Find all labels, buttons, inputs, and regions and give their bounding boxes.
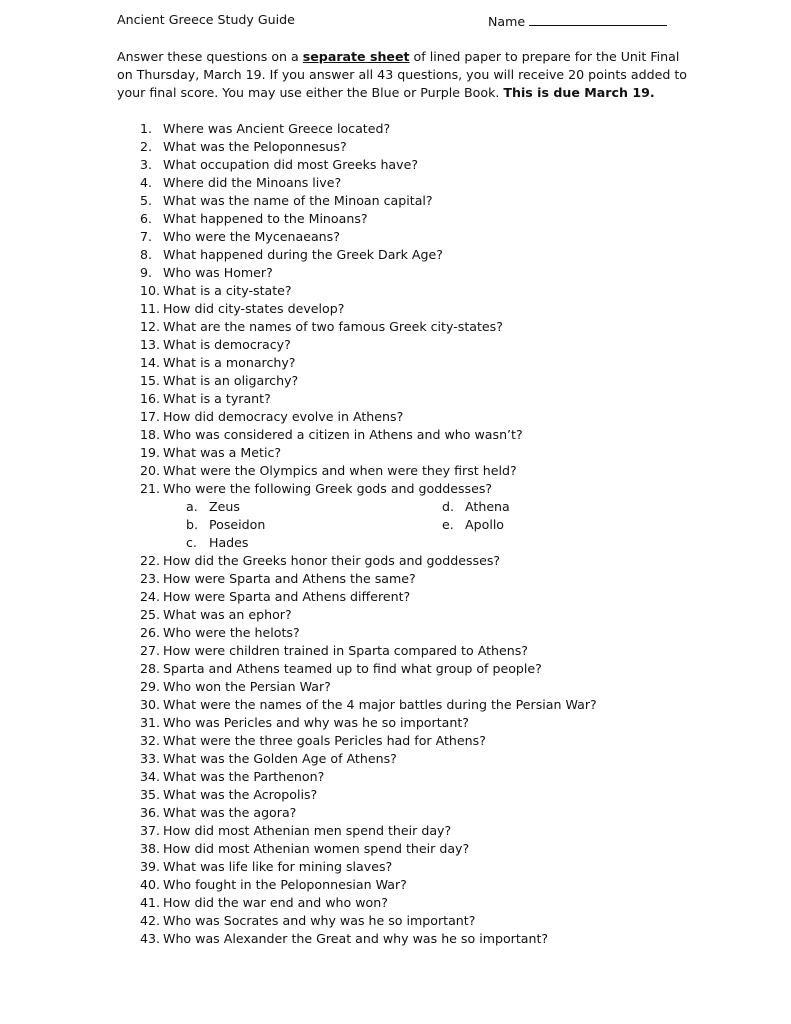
question-text: What happened during the Greek Dark Age? <box>163 247 443 262</box>
question-number: 38. <box>140 841 161 856</box>
question-item <box>140 732 660 750</box>
question-number: 17. <box>140 409 161 424</box>
question-item <box>140 804 660 822</box>
question-item <box>140 318 660 336</box>
question-number: 2. <box>140 139 153 154</box>
question-number: 14. <box>140 355 161 370</box>
question-item <box>140 192 660 210</box>
question-item <box>140 120 660 138</box>
question-number: 20. <box>140 463 161 478</box>
question-text: What is a tyrant? <box>163 391 271 406</box>
question-item <box>140 174 660 192</box>
question-item <box>140 156 660 174</box>
question-item <box>140 696 660 714</box>
question-number: 12. <box>140 319 161 334</box>
header <box>117 12 671 32</box>
question-text: What were the names of the 4 major battles during the Persian War? <box>163 697 597 712</box>
question-item <box>140 462 660 480</box>
question-number: 36. <box>140 805 161 820</box>
question-item <box>140 606 660 624</box>
question-number: 5. <box>140 193 153 208</box>
question-text: What is a monarchy? <box>163 355 296 370</box>
god-letter: a. <box>186 499 198 514</box>
god-item <box>442 516 504 534</box>
god-letter: b. <box>186 517 198 532</box>
question-number: 3. <box>140 157 153 172</box>
question-item <box>140 714 660 732</box>
question-item <box>140 228 660 246</box>
question-number: 30. <box>140 697 161 712</box>
instructions <box>117 48 687 103</box>
god-item <box>186 516 265 534</box>
question-number: 13. <box>140 337 161 352</box>
question-number: 41. <box>140 895 161 910</box>
sub-list-row <box>140 498 660 516</box>
god-item <box>442 498 510 516</box>
question-number: 31. <box>140 715 161 730</box>
question-item <box>140 642 660 660</box>
question-item <box>140 282 660 300</box>
document-title: Ancient Greece Study Guide <box>117 12 295 27</box>
question-item <box>140 300 660 318</box>
question-text: What was a Metic? <box>163 445 282 460</box>
question-item <box>140 336 660 354</box>
question-text: Who was Pericles and why was he so important? <box>163 715 469 730</box>
question-text: Who was Homer? <box>163 265 273 280</box>
question-item <box>140 750 660 768</box>
question-text: Sparta and Athens teamed up to find what group of people? <box>163 661 542 676</box>
question-text: What is democracy? <box>163 337 291 352</box>
question-text: How were Sparta and Athens different? <box>163 589 411 604</box>
god-item <box>186 498 240 516</box>
question-text: What was life like for mining slaves? <box>163 859 393 874</box>
question-text: What was the name of the Minoan capital? <box>163 193 433 208</box>
question-text: How did most Athenian men spend their day? <box>163 823 452 838</box>
question-number: 18. <box>140 427 161 442</box>
question-text: What happened to the Minoans? <box>163 211 368 226</box>
instructions-emphasis: separate sheet <box>302 49 410 64</box>
question-number: 34. <box>140 769 161 784</box>
question-item <box>140 588 660 606</box>
sub-list-row <box>140 534 660 552</box>
sub-list-row <box>140 516 660 534</box>
question-text: Who was Socrates and why was he so important? <box>163 913 476 928</box>
question-number: 22. <box>140 553 161 568</box>
question-item <box>140 876 660 894</box>
question-text: How were Sparta and Athens the same? <box>163 571 416 586</box>
question-number: 29. <box>140 679 161 694</box>
question-text: How did most Athenian women spend their day? <box>163 841 470 856</box>
god-letter: d. <box>442 499 454 514</box>
question-text: What was an ephor? <box>163 607 292 622</box>
question-item <box>140 930 660 948</box>
question-item <box>140 840 660 858</box>
question-item <box>140 570 660 588</box>
question-text: What were the three goals Pericles had for Athens? <box>163 733 486 748</box>
question-text: What was the Parthenon? <box>163 769 325 784</box>
due-date-note: This is due March 19. <box>503 85 655 101</box>
god-name: Athena <box>465 499 510 514</box>
question-item <box>140 444 660 462</box>
question-text: What occupation did most Greeks have? <box>163 157 419 172</box>
question-number: 7. <box>140 229 153 244</box>
question-item <box>140 912 660 930</box>
god-name: Hades <box>209 535 249 550</box>
question-number: 26. <box>140 625 161 640</box>
god-name: Zeus <box>209 499 240 514</box>
question-text: Who were the Mycenaeans? <box>163 229 340 244</box>
name-label: Name <box>488 14 526 29</box>
question-text: What are the names of two famous Greek city-states? <box>163 319 503 334</box>
question-text: How did city-states develop? <box>163 301 345 316</box>
question-number: 39. <box>140 859 161 874</box>
god-name: Poseidon <box>209 517 266 532</box>
question-item <box>140 372 660 390</box>
question-item <box>140 660 660 678</box>
question-item <box>140 264 660 282</box>
name-field <box>488 12 667 29</box>
question-item <box>140 552 660 570</box>
question-number: 40. <box>140 877 161 892</box>
god-name: Apollo <box>465 517 505 532</box>
question-number: 28. <box>140 661 161 676</box>
question-text: How did democracy evolve in Athens? <box>163 409 404 424</box>
god-letter: e. <box>442 517 454 532</box>
question-number: 11. <box>140 301 161 316</box>
question-number: 19. <box>140 445 161 460</box>
question-text: What is an oligarchy? <box>163 373 299 388</box>
question-number: 43. <box>140 931 161 946</box>
question-text: Who were the helots? <box>163 625 300 640</box>
question-text: How did the war end and who won? <box>163 895 388 910</box>
name-blank-line <box>529 12 667 26</box>
question-number: 35. <box>140 787 161 802</box>
question-number: 32. <box>140 733 161 748</box>
question-number: 23. <box>140 571 161 586</box>
question-text: What was the Peloponnesus? <box>163 139 347 154</box>
question-number: 4. <box>140 175 153 190</box>
instructions-part1: Answer these questions on a <box>117 49 303 64</box>
question-text: What were the Olympics and when were they first held? <box>163 463 517 478</box>
question-item <box>140 210 660 228</box>
question-item <box>140 408 660 426</box>
question-item <box>140 894 660 912</box>
god-letter: c. <box>186 535 197 550</box>
question-number: 6. <box>140 211 153 226</box>
question-item <box>140 678 660 696</box>
question-number: 42. <box>140 913 161 928</box>
question-number: 33. <box>140 751 161 766</box>
question-number: 10. <box>140 283 161 298</box>
question-item <box>140 246 660 264</box>
question-text: What is a city-state? <box>163 283 292 298</box>
instructions-part2: of lined paper to prepare for the Unit Final on Thursday, March 19. If you answer all 43 questions, you will receive 20 points added to your final score. You may use either the Blue or Purple Book. <box>117 49 687 101</box>
question-item <box>140 822 660 840</box>
question-text: What was the Acropolis? <box>163 787 318 802</box>
question-text: How did the Greeks honor their gods and goddesses? <box>163 553 501 568</box>
question-list <box>140 120 660 948</box>
question-item <box>140 624 660 642</box>
question-text: What was the Golden Age of Athens? <box>163 751 397 766</box>
question-text: Who was considered a citizen in Athens and who wasn’t? <box>163 427 523 442</box>
question-item <box>140 426 660 444</box>
question-number: 37. <box>140 823 161 838</box>
question-number: 24. <box>140 589 161 604</box>
question-item <box>140 354 660 372</box>
question-number: 8. <box>140 247 153 262</box>
question-number: 1. <box>140 121 153 136</box>
question-item <box>140 768 660 786</box>
question-item <box>140 858 660 876</box>
question-text: Who were the following Greek gods and goddesses? <box>163 481 493 496</box>
question-item <box>140 390 660 408</box>
question-number: 15. <box>140 373 161 388</box>
question-number: 27. <box>140 643 161 658</box>
question-text: Who won the Persian War? <box>163 679 331 694</box>
question-text: Where did the Minoans live? <box>163 175 342 190</box>
question-number: 25. <box>140 607 161 622</box>
question-item <box>140 138 660 156</box>
question-item <box>140 786 660 804</box>
question-text: Where was Ancient Greece located? <box>163 121 391 136</box>
question-text: Who was Alexander the Great and why was he so important? <box>163 931 549 946</box>
question-number: 9. <box>140 265 153 280</box>
question-number: 21. <box>140 481 161 496</box>
question-text: What was the agora? <box>163 805 297 820</box>
question-text: How were children trained in Sparta compared to Athens? <box>163 643 528 658</box>
question-item <box>140 480 660 498</box>
question-text: Who fought in the Peloponnesian War? <box>163 877 407 892</box>
god-item <box>186 534 249 552</box>
question-number: 16. <box>140 391 161 406</box>
